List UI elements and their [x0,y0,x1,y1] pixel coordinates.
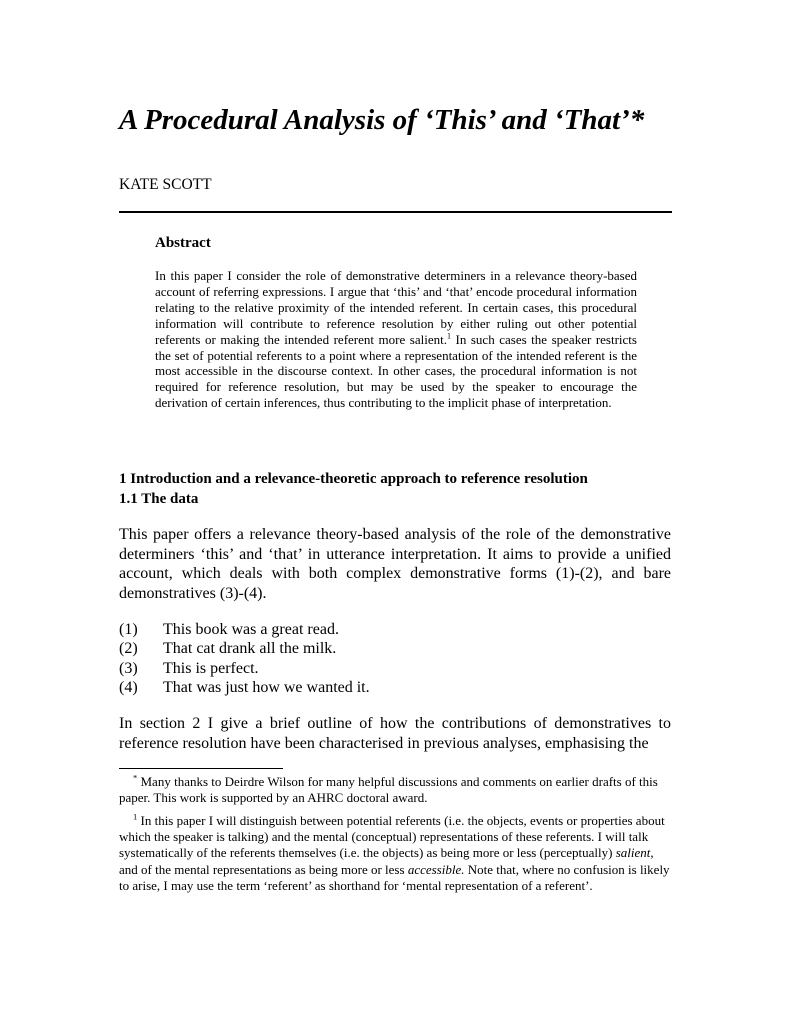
section-heading-1: 1 Introduction and a relevance-theoretic approach to reference resolution [119,471,588,487]
footnote-1-text-c: Note that, where no confusion is likely to arise, I may use the term ‘referent’ as shorthand for ‘mental representation of a referent’. [119,861,670,893]
abstract-text-part2: In such cases the speaker restricts the set of potential referents to a point where a representation of the intended referent is the most accessible in the discourse context. In other cases, the procedural information is not required for reference resolution, but may be used by the speaker to encourage the derivation of certain inferences, thus contributing to the implicit phase of interpretation. [155,331,637,411]
example-text: That was just how we wanted it. [163,679,370,697]
example-number: (4) [119,679,138,697]
footnote-divider [119,768,283,769]
footnote-ref-1[interactable]: 1 [446,331,451,341]
footnote-1-italic-accessible: accessible. [407,861,465,877]
example-list [119,620,679,698]
example-item [119,678,679,697]
footnote-acknowledgement-text: Many thanks to Deirdre Wilson for many helpful discussions and comments on earlier drafts of this paper. This work is supported by an AHRC doctoral award. [119,774,658,806]
footnote-1-italic-salient: salient, [615,845,654,861]
example-text: That cat drank all the milk. [163,640,337,658]
title-divider [119,211,672,213]
example-number: (2) [119,640,138,658]
section-heading-1-1: 1.1 The data [119,491,199,507]
section-heading [119,469,679,509]
intro-paragraph: This paper offers a relevance theory-based analysis of the role of the demonstrative determiners ‘this’ and ‘that’ in utterance interpretation. It aims to provide a unified account, which deals with both complex demonstrative forms (1)-(2), and bare demonstratives (3)-(4). [119,526,671,602]
footnote-1-text-b: and of the mental representations as being more or less [119,861,408,877]
section-outline-paragraph: In section 2 I give a brief outline of how the contributions of demonstratives to reference resolution have been characterised in previous analyses, emphasising the [119,715,671,752]
footnote-acknowledgement [119,774,671,806]
paper-title: A Procedural Analysis of ‘This’ and ‘That’* [119,104,645,136]
example-item [119,639,679,658]
abstract-text-part1: In this paper I consider the role of demonstrative determiners in a relevance theory-based account of referring expressions. I argue that ‘this’ and ‘that’ encode procedural information relating to the relative proximity of the intended referent. In certain cases, this procedural information will contribute to reference resolution by either ruling out other potential referents or making the intended referent more salient. [155,268,637,347]
footnote-marker-1: 1 [133,811,138,822]
example-item [119,659,679,678]
footnote-marker-star: * [133,772,138,783]
abstract-text [155,268,637,411]
example-text: This is perfect. [163,659,259,677]
example-text: This book was a great read. [163,621,339,638]
example-number: (3) [119,659,138,677]
footnote-1-text-a: In this paper I will distinguish between potential referents (i.e. the objects, events or properties about which the speaker is talking) and the mental (conceptual) representations of these referents. I will talk systematically of the referents themselves (i.e. the objects) as being more or less (perceptually) [119,813,665,861]
example-item [119,620,679,639]
example-number: (1) [119,621,138,638]
footnote-1 [119,813,671,894]
author-name: KATE SCOTT [119,176,212,193]
abstract-heading: Abstract [155,235,211,251]
